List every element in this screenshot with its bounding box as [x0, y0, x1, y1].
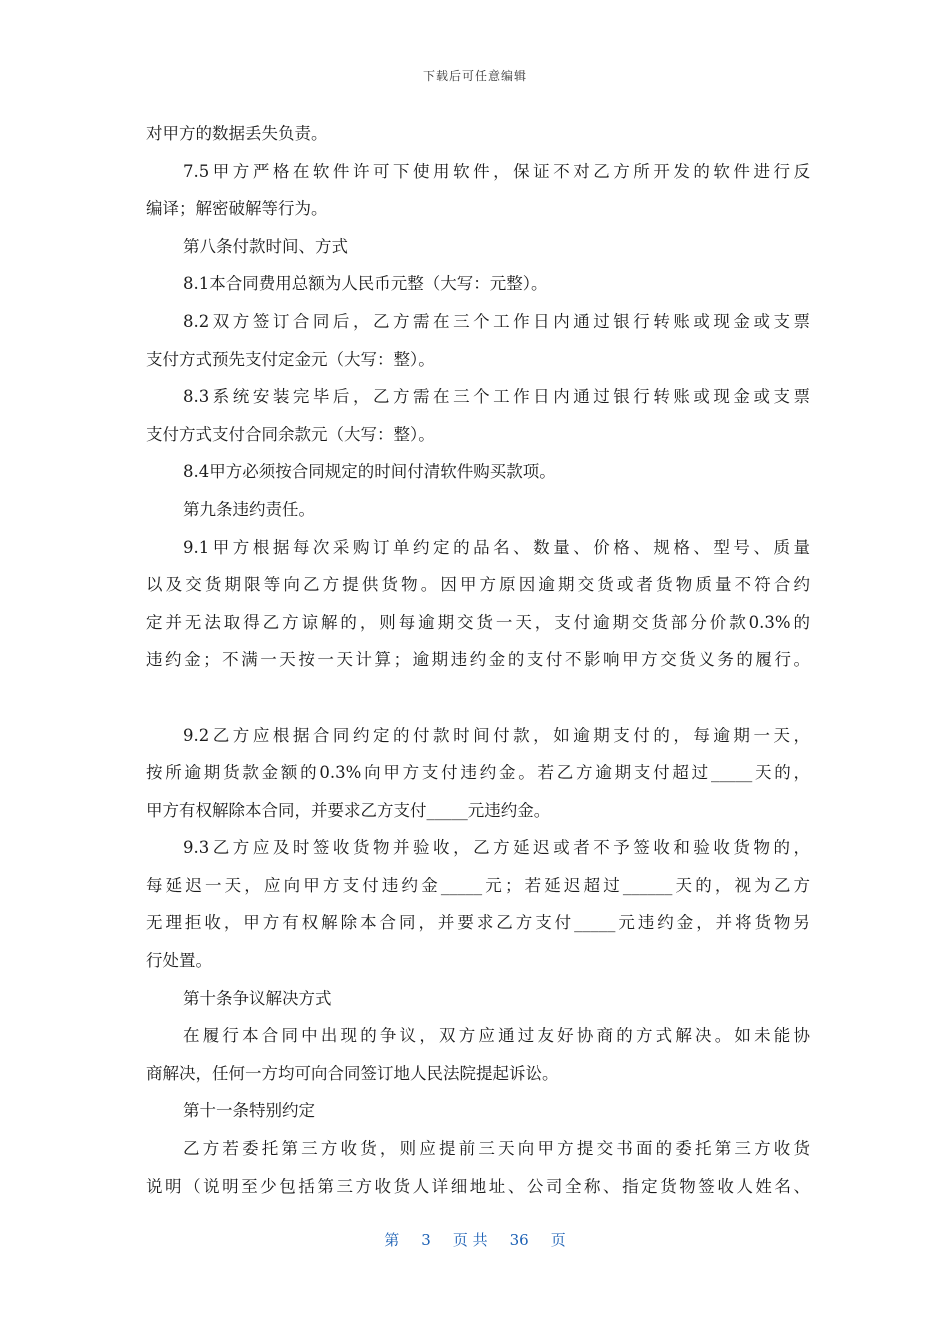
paragraph-line: 编译；解密破解等行为。: [146, 199, 328, 219]
paragraph-line: 无理拒收，甲方有权解除本合同，并要求乙方支付_____元违约金，并将货物另: [146, 913, 810, 933]
paragraph-line: 8.3系统安装完毕后，乙方需在三个工作日内通过银行转账或现金或支票: [183, 387, 810, 407]
paragraph-line: 在履行本合同中出现的争议，双方应通过友好协商的方式解决。如未能协: [183, 1026, 810, 1046]
paragraph-line: 9.2乙方应根据合同约定的付款时间付款，如逾期支付的，每逾期一天，: [183, 725, 810, 745]
section-heading: 第八条付款时间、方式: [183, 236, 348, 256]
paragraph-line: 支付方式支付合同余款元（大写：整）。: [146, 424, 435, 444]
page-header: 下载后可任意编辑: [422, 69, 527, 83]
paragraph-line: 违约金；不满一天按一天计算；逾期违约金的支付不影响甲方交货义务的履行。: [146, 650, 810, 670]
paragraph-line: 7.5甲方严格在软件许可下使用软件，保证不对乙方所开发的软件进行反: [183, 161, 810, 181]
footer-label-ye: 页: [550, 1231, 566, 1249]
section-heading: 第十条争议解决方式: [183, 988, 332, 1008]
document-body: [146, 115, 810, 1205]
paragraph-line: 甲方有权解除本合同，并要求乙方支付_____元违约金。: [146, 800, 551, 820]
paragraph-line: 行处置。: [146, 951, 212, 971]
section-heading: 第十一条特别约定: [183, 1101, 315, 1121]
paragraph-line: 9.1甲方根据每次采购订单约定的品名、数量、价格、规格、型号、质量: [183, 537, 810, 557]
paragraph-gap: [146, 679, 810, 717]
paragraph-line: 说明（说明至少包括第三方收货人详细地址、公司全称、指定货物签收人姓名、: [146, 1176, 810, 1196]
footer-page-number: 3: [421, 1231, 431, 1249]
paragraph-line: 每延迟一天，应向甲方支付违约金_____元；若延迟超过______天的，视为乙方: [146, 875, 810, 895]
paragraph-line: 9.3乙方应及时签收货物并验收，乙方延迟或者不予签收和验收货物的，: [183, 838, 810, 858]
footer-label-di: 第: [384, 1231, 400, 1249]
paragraph-line: 8.4甲方必须按合同规定的时间付清软件购买款项。: [183, 462, 556, 482]
paragraph-line: 支付方式预先支付定金元（大写：整）。: [146, 349, 435, 369]
paragraph-line: 定并无法取得乙方谅解的，则每逾期交货一天，支付逾期交货部分价款0.3%的: [146, 612, 810, 632]
paragraph-line: 乙方若委托第三方收货，则应提前三天向甲方提交书面的委托第三方收货: [183, 1139, 810, 1159]
section-heading: 第九条违约责任。: [183, 499, 315, 519]
paragraph-line: 8.1本合同费用总额为人民币元整（大写：元整）。: [183, 274, 548, 294]
footer-label-ye-gong: 页 共: [452, 1231, 488, 1249]
paragraph-line: 商解决，任何一方均可向合同签订地人民法院提起诉讼。: [146, 1063, 559, 1083]
paragraph-line: 按所逾期货款金额的0.3%向甲方支付违约金。若乙方逾期支付超过_____天的，: [146, 763, 810, 783]
page-footer: [0, 1229, 950, 1250]
footer-total-pages: 36: [509, 1231, 529, 1249]
paragraph-line: 以及交货期限等向乙方提供货物。因甲方原因逾期交货或者货物质量不符合约: [146, 575, 810, 595]
paragraph-line: 对甲方的数据丢失负责。: [146, 124, 328, 143]
paragraph-line: 8.2双方签订合同后，乙方需在三个工作日内通过银行转账或现金或支票: [183, 311, 810, 331]
